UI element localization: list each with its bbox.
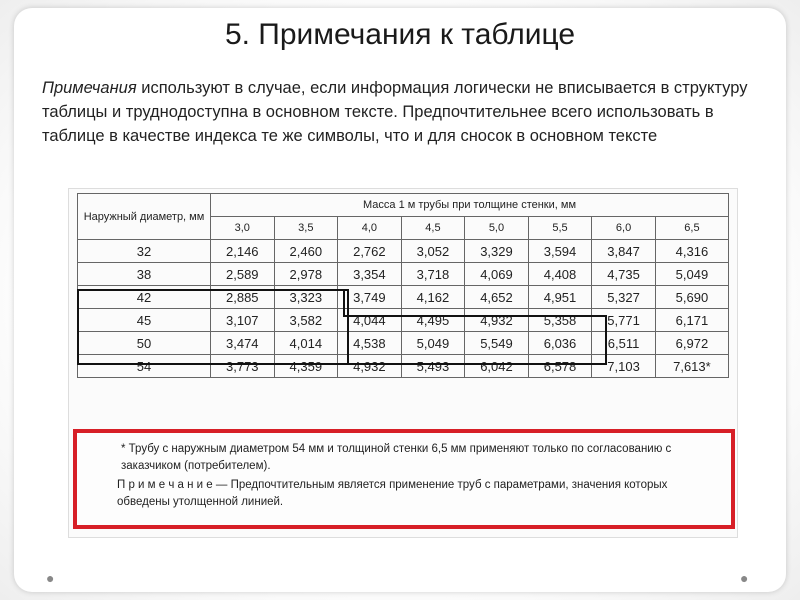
mass-cell: 3,323 — [274, 286, 338, 309]
mass-cell: 4,408 — [528, 263, 592, 286]
nav-dot-right-icon: ● — [740, 570, 749, 586]
mass-cell: 5,327 — [592, 286, 656, 309]
table-row — [78, 263, 729, 286]
mass-cell: 4,932 — [465, 309, 529, 332]
diameter-cell: 50 — [78, 332, 211, 355]
mass-cell: 3,052 — [401, 240, 465, 263]
mass-cell: 6,972 — [655, 332, 728, 355]
slide-title: 5. Примечания к таблице — [224, 18, 576, 51]
mass-cell: 7,103 — [592, 355, 656, 378]
mass-cell: 3,329 — [465, 240, 529, 263]
mass-cell: 3,354 — [338, 263, 402, 286]
mass-cell: 5,493 — [401, 355, 465, 378]
diameter-cell: 42 — [78, 286, 211, 309]
mass-cell: 5,690 — [655, 286, 728, 309]
mass-cell: 3,582 — [274, 309, 338, 332]
mass-cell: 4,069 — [465, 263, 529, 286]
mass-cell: 3,718 — [401, 263, 465, 286]
mass-cell: 4,932 — [338, 355, 402, 378]
mass-cell: 5,358 — [528, 309, 592, 332]
mass-cell: 4,316 — [655, 240, 728, 263]
table-row — [78, 240, 729, 263]
mass-cell: 2,460 — [274, 240, 338, 263]
mass-cell: 6,036 — [528, 332, 592, 355]
mass-cell: 4,652 — [465, 286, 529, 309]
diameter-cell: 32 — [78, 240, 211, 263]
preferred-values-outline-right — [343, 315, 607, 365]
header-outer-diameter: Наружный диаметр, мм — [78, 194, 211, 240]
thickness-cell: 4,5 — [401, 217, 465, 240]
mass-cell: 3,107 — [211, 309, 275, 332]
mass-cell: 5,049 — [655, 263, 728, 286]
mass-cell: 6,042 — [465, 355, 529, 378]
diameter-cell: 54 — [78, 355, 211, 378]
mass-cell: 6,511 — [592, 332, 656, 355]
mass-cell: 4,951 — [528, 286, 592, 309]
mass-cell: 2,762 — [338, 240, 402, 263]
nav-dot-left-icon: ● — [46, 570, 55, 586]
preferred-values-outline-left — [77, 289, 349, 365]
mass-cell: 3,773 — [211, 355, 275, 378]
header-mass-group: Масса 1 м трубы при толщине стенки, мм — [211, 194, 729, 217]
thickness-cell: 5,5 — [528, 217, 592, 240]
intro-text: используют в случае, если информация логически не вписывается в структуру таблицы и труднодоступна в основном тексте. Предпочтительнее всего использовать в таблице в качестве индекса те же символы, что и для сносок в основном тексте — [42, 79, 748, 145]
mass-cell: 5,771 — [592, 309, 656, 332]
intro-paragraph — [42, 76, 762, 148]
mass-cell: 3,847 — [592, 240, 656, 263]
mass-cell: 5,549 — [465, 332, 529, 355]
mass-cell: 3,749 — [338, 286, 402, 309]
mass-cell: 2,146 — [211, 240, 275, 263]
mass-cell: 2,885 — [211, 286, 275, 309]
table-note-text: П р и м е ч а н и е — Предпочтительным является применение труб с параметрами, значения которых обведены утолщенной линией. — [117, 479, 668, 508]
mass-cell: 4,162 — [401, 286, 465, 309]
intro-italic-word: Примечания — [42, 79, 137, 97]
mass-cell: 4,014 — [274, 332, 338, 355]
scanned-table-image — [68, 188, 738, 538]
mass-cell: 4,735 — [592, 263, 656, 286]
thickness-cell: 6,0 — [592, 217, 656, 240]
mass-cell: 3,474 — [211, 332, 275, 355]
thickness-cell: 5,0 — [465, 217, 529, 240]
mass-cell: 2,589 — [211, 263, 275, 286]
mass-cell: 7,613* — [655, 355, 728, 378]
diameter-cell: 38 — [78, 263, 211, 286]
thickness-cell: 3,0 — [211, 217, 275, 240]
mass-cell: 4,495 — [401, 309, 465, 332]
preferred-values-outline-step — [343, 289, 345, 315]
mass-cell: 3,594 — [528, 240, 592, 263]
footnote-text: * Трубу с наружным диаметром 54 мм и толщиной стенки 6,5 мм применяют только по согласованию с заказчиком (потребителем). — [121, 443, 672, 472]
mass-cell: 4,538 — [338, 332, 402, 355]
thickness-cell: 4,0 — [338, 217, 402, 240]
thickness-cell: 6,5 — [655, 217, 728, 240]
mass-cell: 4,359 — [274, 355, 338, 378]
mass-cell: 4,044 — [338, 309, 402, 332]
thickness-cell: 3,5 — [274, 217, 338, 240]
diameter-cell: 45 — [78, 309, 211, 332]
mass-cell: 5,049 — [401, 332, 465, 355]
mass-cell: 2,978 — [274, 263, 338, 286]
mass-cell: 6,578 — [528, 355, 592, 378]
notes-highlight-box — [73, 429, 735, 529]
mass-cell: 6,171 — [655, 309, 728, 332]
